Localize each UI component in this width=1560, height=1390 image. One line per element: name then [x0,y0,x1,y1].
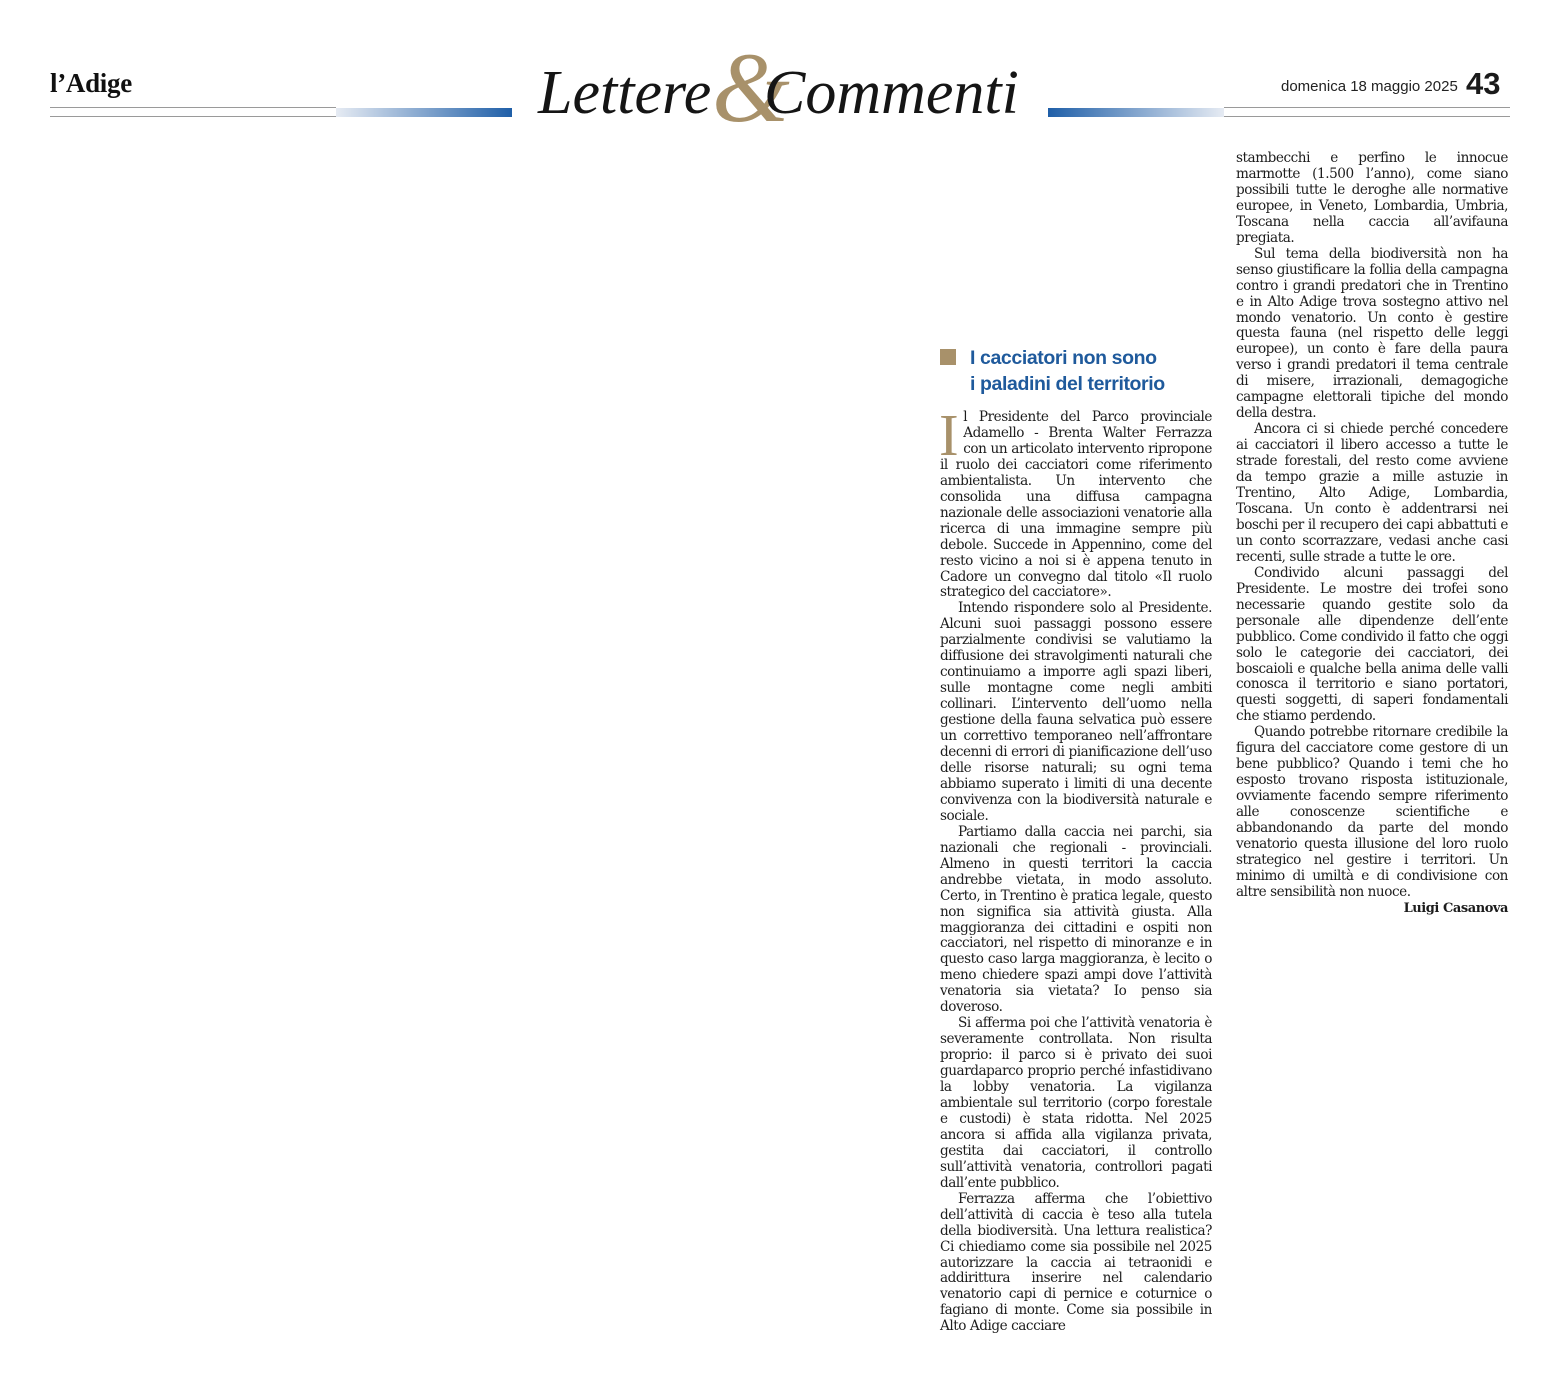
section-title-lettere: Lettere [538,59,712,127]
section-ampersand: & [712,32,790,143]
article-paragraph: Partiamo dalla caccia nei parchi, sia nazionali che regionali - provinciali. Almeno in questi territori la caccia andrebbe vietata, in modo assoluto. Certo, in Trentino è pratica legale, questo non significa sia attività giusta. Alla maggioranza dei cittadini e ospiti non cacciatori, nel rispetto di minoranze e in questo caso larga maggioranza, è lecito o meno chiedere spazi ampi dove l’attività venatoria sia vietata? Io penso sia doveroso. [940,823,1212,1016]
page-number: 43 [1466,66,1501,101]
article-paragraph: Quando potrebbe ritornare credibile la figura del cacciatore come gestore di un bene pubblico? Quando i temi che ho esposto trovano risposta istituzionale, ovviamente facendo sempre riferimento alle conoscenze scientifiche e abbandonando da parte del mondo venatorio questa illusione del loro ruolo strategico nel gestire i territori. Un minimo di umiltà e di condivisione con altre sensibilità non nuoce. [1236,724,1508,900]
headline-line-1: I cacciatori non sono [970,347,1157,369]
article-paragraph: Condivido alcuni passaggi del Presidente. Le mostre dei trofei sono necessarie quando gestite solo da personale alle dipendenze dell’ente pubblico. Come condivido il fatto che oggi solo le categorie dei cacciatori, dei boscaioli e qualche bella anima delle valli conosca il territorio e siano portatori, questi soggetti, di saperi fondamentali che stiamo perdendo. [1236,564,1508,725]
paragraph-text: l Presidente del Parco provinciale Adamello - Brenta Walter Ferrazza con un articolato intervento ripropone il ruolo dei cacciatori come riferimento ambientalista. Un intervento che consolida una diffusa campagna nazionale delle associazioni venatorie alla ricerca di una immagine sempre più debole. Succede in Appennino, come del resto vicino a noi si è appena tenuto in Cadore un convegno dal titolo «Il ruolo strategico del cacciatore». [940,409,1212,601]
section-title [520,32,1040,143]
section-title-commenti: Commenti [764,59,1019,127]
drop-cap: I [939,402,959,468]
newspaper-logo: l’Adige [50,68,132,98]
headline-square-icon [940,349,956,365]
article-signature: Luigi Casanova [1403,900,1508,916]
header-rule-left-top [50,107,336,108]
headline-line-2: i paladini del territorio [970,373,1165,395]
article-paragraph: Sul tema della biodiversità non ha senso giustificare la follia della campagna contro i grandi predatori che in Trentino e in Alto Adige trova sostegno attivo nel mondo venatorio. Un conto è gestire questa fauna (nel rispetto delle leggi europee), un conto è fare della paura verso i grandi predatori il tema centrale di misere, irrazionali, demagogiche campagne elettorali tipiche del mondo della destra. [1236,245,1508,422]
header-rule-left-blue [336,108,512,117]
header-rule-right-top [1224,107,1510,108]
article-paragraph: Ferrazza afferma che l’obiettivo dell’attività di caccia è teso alla tutela della biodiversità. Una lettura realistica? Ci chiediamo come sia possibile nel 2025 autorizzare la caccia ai tetraonidi e addirittura inserire nel calendario venatorio capi di pernice e coturnice o fagiano di monte. Come sia possibile in Alto Adige cacciare [940,1190,1212,1335]
issue-date: domenica 18 maggio 2025 [1281,78,1458,95]
header-rule-right-blue [1048,108,1224,117]
article-paragraph [939,402,1212,601]
header-rule-left-bottom [50,116,336,117]
article-column-left [939,402,1212,1335]
article-paragraph: Intendo rispondere solo al Presidente. Alcuni suoi passaggi possono essere parzialmente condivisi se valutiamo la diffusione dei stravolgimenti naturali che continuiamo a imporre agli spazi liberi, sulle montagne come negli ambiti collinari. L’intervento dell’uomo nella gestione della fauna selvatica può essere un correttivo temporaneo nell’affrontare decenni di errori di pianificazione dell’uso delle risorse naturali; su ogni tema abbiamo superato i limiti di una decente convivenza con la biodiversità naturale e sociale. [940,600,1212,824]
article-headline [970,345,1230,397]
article-paragraph: Si afferma poi che l’attività venatoria è severamente controllata. Non risulta proprio: il parco si è privato dei suoi guardaparco proprio perché infastidivano la lobby venatoria. La vigilanza ambientale sul territorio (corpo forestale e custodi) è stata ridotta. Nel 2025 ancora si affida alla vigilanza privata, gestita dai cacciatori, il controllo sull’attività venatoria, controllori pagati dall’ente pubblico. [940,1015,1212,1191]
article-paragraph: Ancora ci si chiede perché concedere ai cacciatori il libero accesso a tutte le strade forestali, del resto come avviene da tempo grazie a mille astuzie in Trentino, Alto Adige, Lombardia, Toscana. Un conto è addentrarsi nei boschi per il recupero dei capi abbattuti e un conto scorrazzare, vedasi anche casi recenti, sulle strade a tutte le ore. [1236,421,1508,565]
article-paragraph-continued: stambecchi e perfino le innocue marmotte (1.500 l’anno), come siano possibili tutte le deroghe alle normative europee, in Veneto, Lombardia, Umbria, Toscana nella caccia all’avifauna pregiata. [1236,150,1508,246]
article-column-right [1236,151,1508,917]
header-rule-right-bottom [1224,116,1510,117]
